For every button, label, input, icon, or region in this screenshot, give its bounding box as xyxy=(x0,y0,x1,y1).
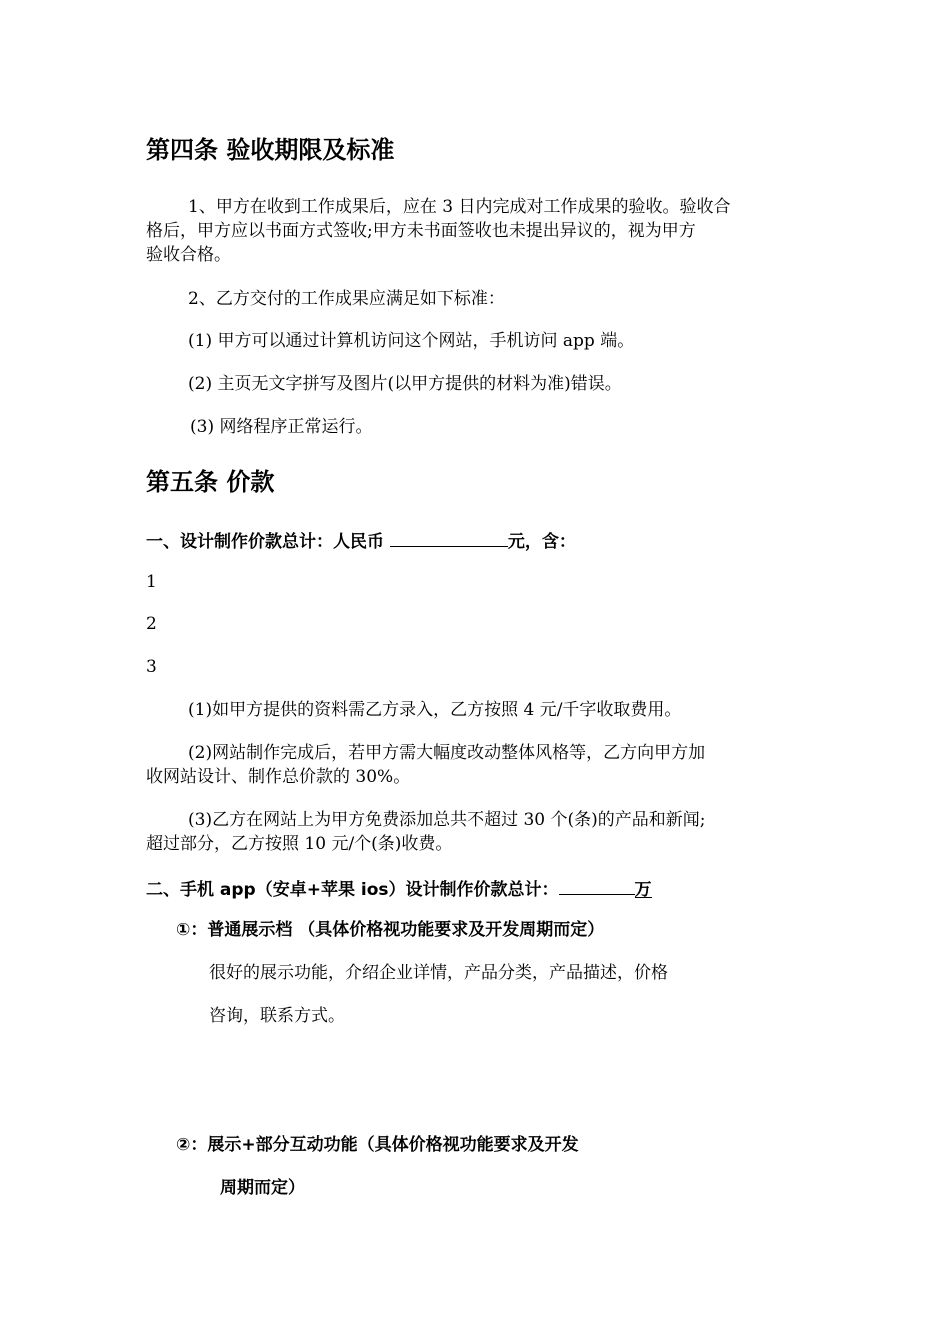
note3-line1: (3)乙方在网站上为甲方免费添加总共不超过 30 个(条)的产品和新闻; xyxy=(188,810,706,830)
price-total-prefix: 一、设计制作价款总计：人民币 xyxy=(146,532,390,552)
section4-item1: (1) 甲方可以通过计算机访问这个网站，手机访问 app 端。 xyxy=(188,331,635,351)
note2-line1: (2)网站制作完成后，若甲方需大幅度改动整体风格等，乙方向甲方加 xyxy=(188,743,706,763)
section5-title: 第五条 价款 xyxy=(146,468,275,496)
app-price-prefix: 二、手机 app（安卓+苹果 ios）设计制作价款总计： xyxy=(146,880,559,900)
section4-item2: (2) 主页无文字拼写及图片(以甲方提供的材料为准)错误。 xyxy=(188,374,622,394)
note3-line2: 超过部分，乙方按照 10 元/个(条)收费。 xyxy=(146,834,453,854)
section4-p1-line3: 验收合格。 xyxy=(146,245,231,265)
note2-line2: 收网站设计、制作总价款的 30%。 xyxy=(146,767,411,787)
section4-p2: 2、乙方交付的工作成果应满足如下标准： xyxy=(188,289,505,309)
list-item-2: 2 xyxy=(146,614,157,634)
note1: (1)如甲方提供的资料需乙方录入，乙方按照 4 元/千字收取费用。 xyxy=(188,700,682,720)
list-item-3: 3 xyxy=(146,657,157,677)
option1-title: ①：普通展示档 （具体价格视功能要求及开发周期而定） xyxy=(176,920,605,940)
price-total-line xyxy=(146,528,576,553)
option1-desc-line2: 咨询，联系方式。 xyxy=(209,1006,345,1026)
section4-item3: (3) 网络程序正常运行。 xyxy=(190,417,373,437)
app-price-unit: 万 xyxy=(634,880,652,900)
option2-title-line1: ②：展示+部分互动功能（具体价格视功能要求及开发 xyxy=(176,1135,579,1155)
app-price-blank xyxy=(559,876,635,895)
list-item-1: 1 xyxy=(146,572,157,592)
section4-p1-line1: 1、甲方在收到工作成果后，应在 3 日内完成对工作成果的验收。验收合 xyxy=(188,197,731,217)
option2-title-line2: 周期而定） xyxy=(220,1178,305,1198)
price-blank xyxy=(390,528,508,547)
app-price-line xyxy=(146,876,652,901)
price-total-suffix: 元，含： xyxy=(507,532,576,552)
section4-p1-line2: 格后，甲方应以书面方式签收;甲方未书面签收也未提出异议的，视为甲方 xyxy=(146,221,696,241)
option1-desc-line1: 很好的展示功能，介绍企业详情，产品分类，产品描述，价格 xyxy=(209,963,668,983)
section4-title: 第四条 验收期限及标准 xyxy=(146,136,395,164)
